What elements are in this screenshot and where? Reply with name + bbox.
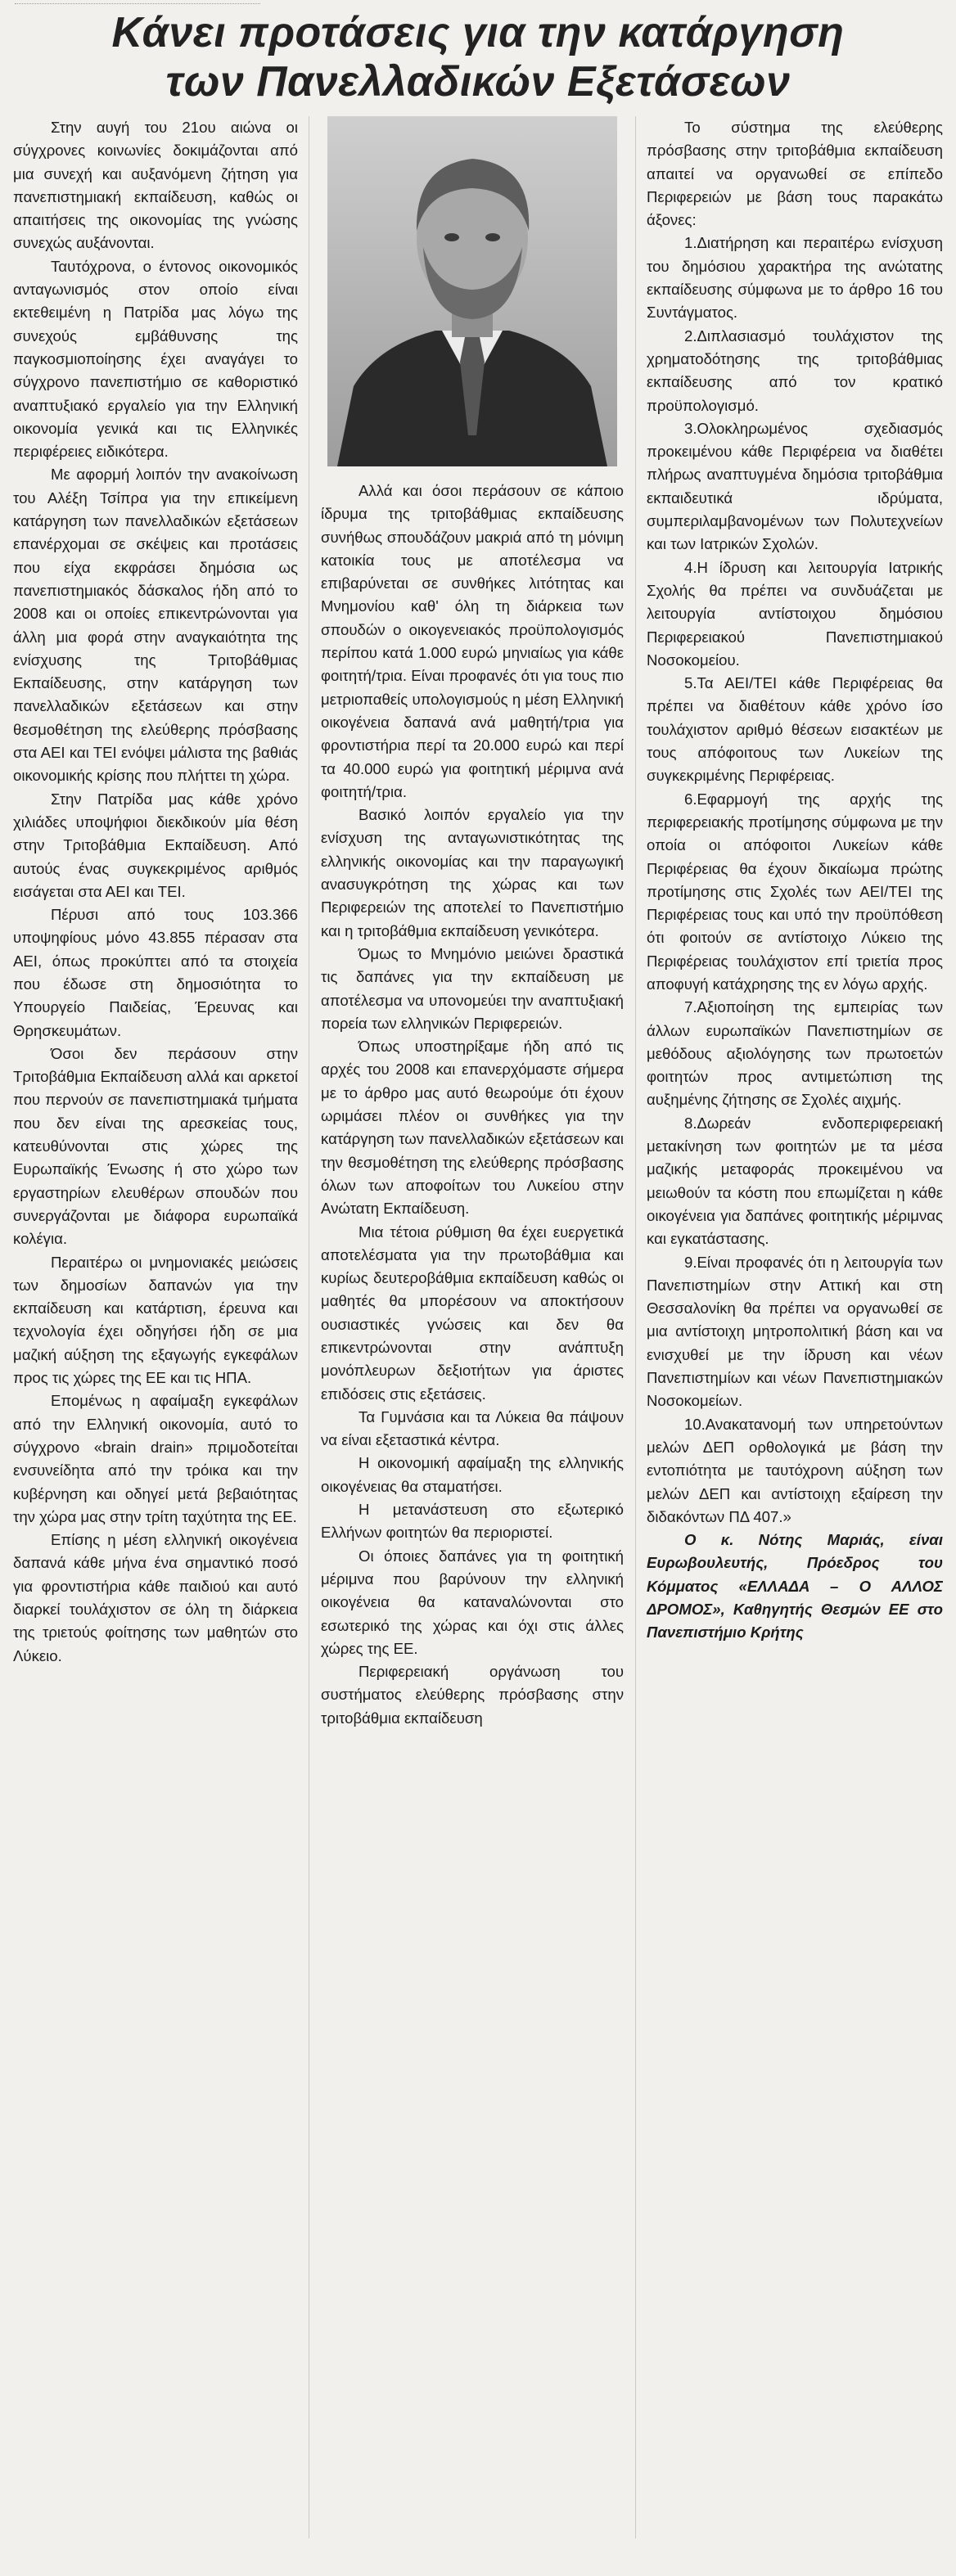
article-column-1 bbox=[13, 116, 298, 2563]
headline-line-2: των Πανελλαδικών Εξετάσεων bbox=[165, 58, 791, 106]
article-column-2 bbox=[321, 480, 624, 2563]
paragraph: Επίσης η μέση ελληνική οικογένεια δαπανά κάθε μήνα ένα σημαντικό ποσό για φροντιστήρια κάθε παιδιού και αυτό διαρκεί τουλάχιστον σε όλη τη διάρκεια της τριετούς φοίτησης των μαθητών στο Λύκειο. bbox=[13, 1531, 298, 1664]
column-divider bbox=[635, 116, 636, 2538]
paragraph: Στην αυγή του 21ου αιώνα οι σύγχρονες κοινωνίες δοκιμάζονται από μια συνεχή και αυξανόμενη ζήτηση για πανεπιστημιακή εκπαίδευση, καθώς οι απαιτήσεις της οικονομίας της γνώσης συνεχώς αυξάνονται. bbox=[13, 119, 298, 252]
paragraph: Όπως υποστηρίξαμε ήδη από τις αρχές του 2008 και επανερχόμαστε σήμερα με το άρθρο μας αυτό θεωρούμε ότι έχουν ωριμάσει πλέον οι συνθήκες για την κατάργηση των πανελλαδικών εξετάσεων και την θεσμοθέτηση της ελεύθερης πρόσβασης όλων των αποφοίτων του Λυκείου στην Ανώτατη Εκπαίδευση. bbox=[321, 1038, 624, 1218]
list-item: 6.Εφαρμογή της αρχής της περιφερειακής προτίμησης σύμφωνα με την οποία οι απόφοιτοι Λυκείων κάθε Περιφέρειας θα έχουν δικαίωμα πρώτης προτίμησης στις Σχολές των ΑΕΙ/ΤΕΙ της Περιφέρειας τους και υπό την προϋπόθεση ότι φοιτούν σε αντίστοιχο Λύκειο της Περιφέρειας τουλάχιστον επί τριετία προς αποφυγή κατάχρησης της εν λόγω αρχής. bbox=[647, 790, 943, 993]
list-item: 4.Η ίδρυση και λειτουργία Ιατρικής Σχολής θα πρέπει να συνδυάζεται με λειτουργία αντίστοιχου δημόσιου Περιφερειακού Πανεπιστημιακού Νοσοκομείου. bbox=[647, 558, 943, 669]
paragraph: Με αφορμή λοιπόν την ανακοίνωση του Αλέξη Τσίπρα για την επικείμενη κατάργηση των πανελλαδικών εξετάσεων επανέρχομαι σε σκέψεις και προτάσεις που είχα εκφράσει δημόσια ως πανεπιστημιακός δάσκαλος ήδη από το 2008 και οι οποίες επικεντρώνονται για άλλη μια φορά στην αναγκαιότητα της ενίσχυσης της Τριτοβάθμιας Εκπαίδευσης, στην κατάργηση των πανελλαδικών εξετάσεων και στην θεσμοθέτηση της ελεύθερης πρόσβασης στα ΑΕΙ και ΤΕΙ ενόψει μάλιστα της βαθιάς οικονομικής κρίσης που πλήττει τη χώρα. bbox=[13, 466, 298, 785]
paragraph: Μια τέτοια ρύθμιση θα έχει ευεργετικά αποτελέσματα για την πρωτοβάθμια και κυρίως δευτεροβάθμια εκπαίδευση καθώς οι μαθητές θα μπορέσουν να αποκτήσουν ουσιαστικές γνώσεις και δεν θα επικεντρώνονται στην ανάπτυξη μονόπλευρων δεξιοτήτων για άριστες επιδόσεις στις εξετάσεις. bbox=[321, 1223, 624, 1403]
paragraph: Βασικό λοιπόν εργαλείο για την ενίσχυση της ανταγωνιστικότητας της ελληνικής οικονομίας και την παραγωγική ανασυγκρότηση της χώρας και των Περιφερειών της αποτελεί το Πανεπιστήμιο και η τριτοβάθμια εκπαίδευση γενικότερα. bbox=[321, 806, 624, 939]
paragraph: Επομένως η αφαίμαξη εγκεφάλων από την Ελληνική οικονομία, αυτό το σύγχρονο «brain drain» πριμοδοτείται ενσυνείδητα από την τρόικα και την κυβέρνηση και οδηγεί μετά βεβαιότητας την χώρα μας στην τρίτη ταχύτητα της ΕΕ. bbox=[13, 1392, 298, 1525]
portrait-photo-icon bbox=[321, 116, 624, 466]
author-portrait-photo bbox=[321, 116, 624, 466]
list-item: 7.Αξιοποίηση της εμπειρίας των άλλων ευρωπαϊκών Πανεπιστημίων σε μεθόδους αξιολόγησης των πρωτοετών φοιτητών προς αντιμετώπιση της αυξημένης ζήτησης σε Σχολές αιχμής. bbox=[647, 998, 943, 1109]
paragraph: Στην Πατρίδα μας κάθε χρόνο χιλιάδες υποψήφιοι διεκδικούν μία θέση στην Τριτοβάθμια Εκπαίδευση. Από αυτούς ένας συγκεκριμένος αριθμός εισάγεται στα ΑΕΙ και ΤΕΙ. bbox=[13, 790, 298, 900]
paragraph: Περιφερειακή οργάνωση του συστήματος ελεύθερης πρόσβασης στην τριτοβάθμια εκπαίδευση bbox=[321, 1663, 624, 1727]
paragraph: Η μετανάστευση στο εξωτερικό Ελλήνων φοιτητών θα περιοριστεί. bbox=[321, 1501, 624, 1542]
paragraph: Περαιτέρω οι μνημονιακές μειώσεις των δημοσίων δαπανών για την εκπαίδευση και κατάρτιση, έρευνα και τεχνολογία έχει οδηγήσει ήδη σε μια μαζική αύξηση της εξαγωγής εγκεφάλων προς τις χώρες της ΕΕ και τις ΗΠΑ. bbox=[13, 1253, 298, 1387]
list-item: 1.Διατήρηση και περαιτέρω ενίσχυση του δημόσιου χαρακτήρα της ανώτατης εκπαίδευσης σύμφωνα με το άρθρο 16 του Συντάγματος. bbox=[647, 234, 943, 322]
paragraph: Όμως το Μνημόνιο μειώνει δραστικά τις δαπάνες για την εκπαίδευση με αποτέλεσμα να υπονομεύει την αναπτυξιακή πορεία των ελληνικών Περιφερειών. bbox=[321, 944, 624, 1032]
article-headline bbox=[0, 8, 956, 106]
paragraph: Η οικονομική αφαίμαξη της ελληνικής οικογένειας θα σταματήσει. bbox=[321, 1454, 624, 1495]
article-column-3 bbox=[647, 116, 943, 2563]
paragraph: Ταυτόχρονα, ο έντονος οικονομικός ανταγωνισμός στον οποίο είναι εκτεθειμένη η Πατρίδα μας λόγω της συνεχούς εμβάθυνσης της παγκοσμιοποίησης έχει αναγάγει το σύγχρονο πανεπιστήμιο σε καθοριστικό αναπτυξιακό εργαλείο για την Ελληνική οικονομία γενικά και τις Ελληνικές περιφέρειες ειδικότερα. bbox=[13, 257, 298, 461]
list-item: 10.Ανακατανομή των υπηρετούντων μελών ΔΕΠ ορθολογικά με βάση την εντοπιότητα με ταυτόχρονη αύξηση των μελών ΔΕΠ και αντίστοιχη εξαίρεση την διδακόντων ΠΔ 407.» bbox=[647, 1415, 943, 1525]
list-item: 2.Διπλασιασμό τουλάχιστον της χρηματοδότησης της τριτοβάθμιας εκπαίδευσης από τον κρατικό προϋπολογισμό. bbox=[647, 327, 943, 414]
list-item: 5.Τα ΑΕΙ/ΤΕΙ κάθε Περιφέρειας θα πρέπει να διαθέτουν κάθε χρόνο ίσο τουλάχιστον αριθμό θέσεων εισακτέων με τους απόφοιτους των Λυκείων της συγκεκριμένης Περιφέρειας. bbox=[647, 674, 943, 785]
paragraph: Όσοι δεν περάσουν στην Τριτοβάθμια Εκπαίδευση αλλά και αρκετοί που περνούν σε πανεπιστημιακά τμήματα που δεν είναι της αρεσκείας τους, κατευθύνονται στις χώρες της Ευρωπαϊκής Ένωσης ή στο χώρο των εργαστηρίων ελευθέρων σπουδών που συνεργάζονται με διάφορα ευρωπαϊκά κολέγια. bbox=[13, 1044, 298, 1248]
list-item: 9.Είναι προφανές ότι η λειτουργία των Πανεπιστημίων στην Αττική και στη Θεσσαλονίκη θα πρέπει να οργανωθεί σε μια αντίστοιχη μητροπολιτική βάση και να ενισχυθεί με την ίδρυση και νέων Πανεπιστημίων και νέων Πανεπιστημιακών Νοσοκομείων. bbox=[647, 1253, 943, 1410]
paragraph: Τα Γυμνάσια και τα Λύκεια θα πάψουν να είναι εξεταστικά κέντρα. bbox=[321, 1407, 624, 1449]
list-item: 3.Ολοκληρωμένος σχεδιασμός προκειμένου κάθε Περιφέρεια να διαθέτει πλήρως αναπτυγμένα δημόσια τριτοβάθμια εκπαιδευτικά ιδρύματα, συμπεριλαμβανομένων των Πολυτεχνείων και των Ιατρικών Σχολών. bbox=[647, 419, 943, 553]
paragraph: Το σύστημα της ελεύθερης πρόσβασης στην τριτοβάθμια εκπαίδευση απαιτεί να οργανωθεί σε επίπεδο Περιφερειών με βάση τους παρακάτω άξονες: bbox=[647, 119, 943, 229]
author-signature: Ο κ. Νότης Μαριάς, είναι Ευρωβουλευτής, Πρόεδρος του Κόμματος «ΕΛΛΑΔΑ – Ο ΑΛΛΟΣ ΔΡΟΜΟΣ», Καθηγητής Θεσμών ΕΕ στο Πανεπιστήμιο Κρήτης bbox=[647, 1531, 943, 1642]
paragraph: Οι όποιες δαπάνες για τη φοιτητική μέριμνα που βαρύνουν την ελληνική οικογένεια θα καταναλώνονται στο εσωτερικό της χώρας και όχι στις άλλες χώρες της ΕΕ. bbox=[321, 1547, 624, 1657]
paragraph: Αλλά και όσοι περάσουν σε κάποιο ίδρυμα της τριτοβάθμιας εκπαίδευσης συνήθως σπουδάζουν μακριά από τη μόνιμη κατοικία τους με αποτέλεσμα να επιβαρύνεται σε συνθήκες λιτότητας και Μνημονίου καθ' όλη τη διάρκεια των σπουδών ο οικογενειακός προϋπολογισμός περίπου κατά 1.000 ευρώ μηνιαίως για κάθε φοιτητή/τρια. Είναι προφανές ότι για τους πιο μετριοπαθείς υπολογισμούς η μέση Ελληνική οικογένεια δαπανά ανά μαθητή/τρια για φροντιστήρια περί τα 20.000 ευρώ και περί τα 40.000 ευρώ για φοιτητική μέριμνα ανά φοιτητή/τρια. bbox=[321, 482, 624, 800]
paragraph: Πέρυσι από τους 103.366 υποψηφίους μόνο 43.855 πέρασαν στα ΑΕΙ, όπως προκύπτει από τα στοιχεία που έδωσε στη δημοσιότητα το Υπουργείο Παιδείας, Έρευνας και Θρησκευμάτων. bbox=[13, 906, 298, 1039]
list-item: 8.Δωρεάν ενδοπεριφερειακή μετακίνηση των φοιτητών με τα μέσα μαζικής μεταφοράς προκειμένου να μειωθούν τα κόστη που επωμίζεται η κάθε οικογένεια για δαπάνες φοιτητικής μέριμνας και εγκατάστασης. bbox=[647, 1114, 943, 1248]
headline-line-1: Κάνει προτάσεις για την κατάργηση bbox=[111, 9, 845, 56]
